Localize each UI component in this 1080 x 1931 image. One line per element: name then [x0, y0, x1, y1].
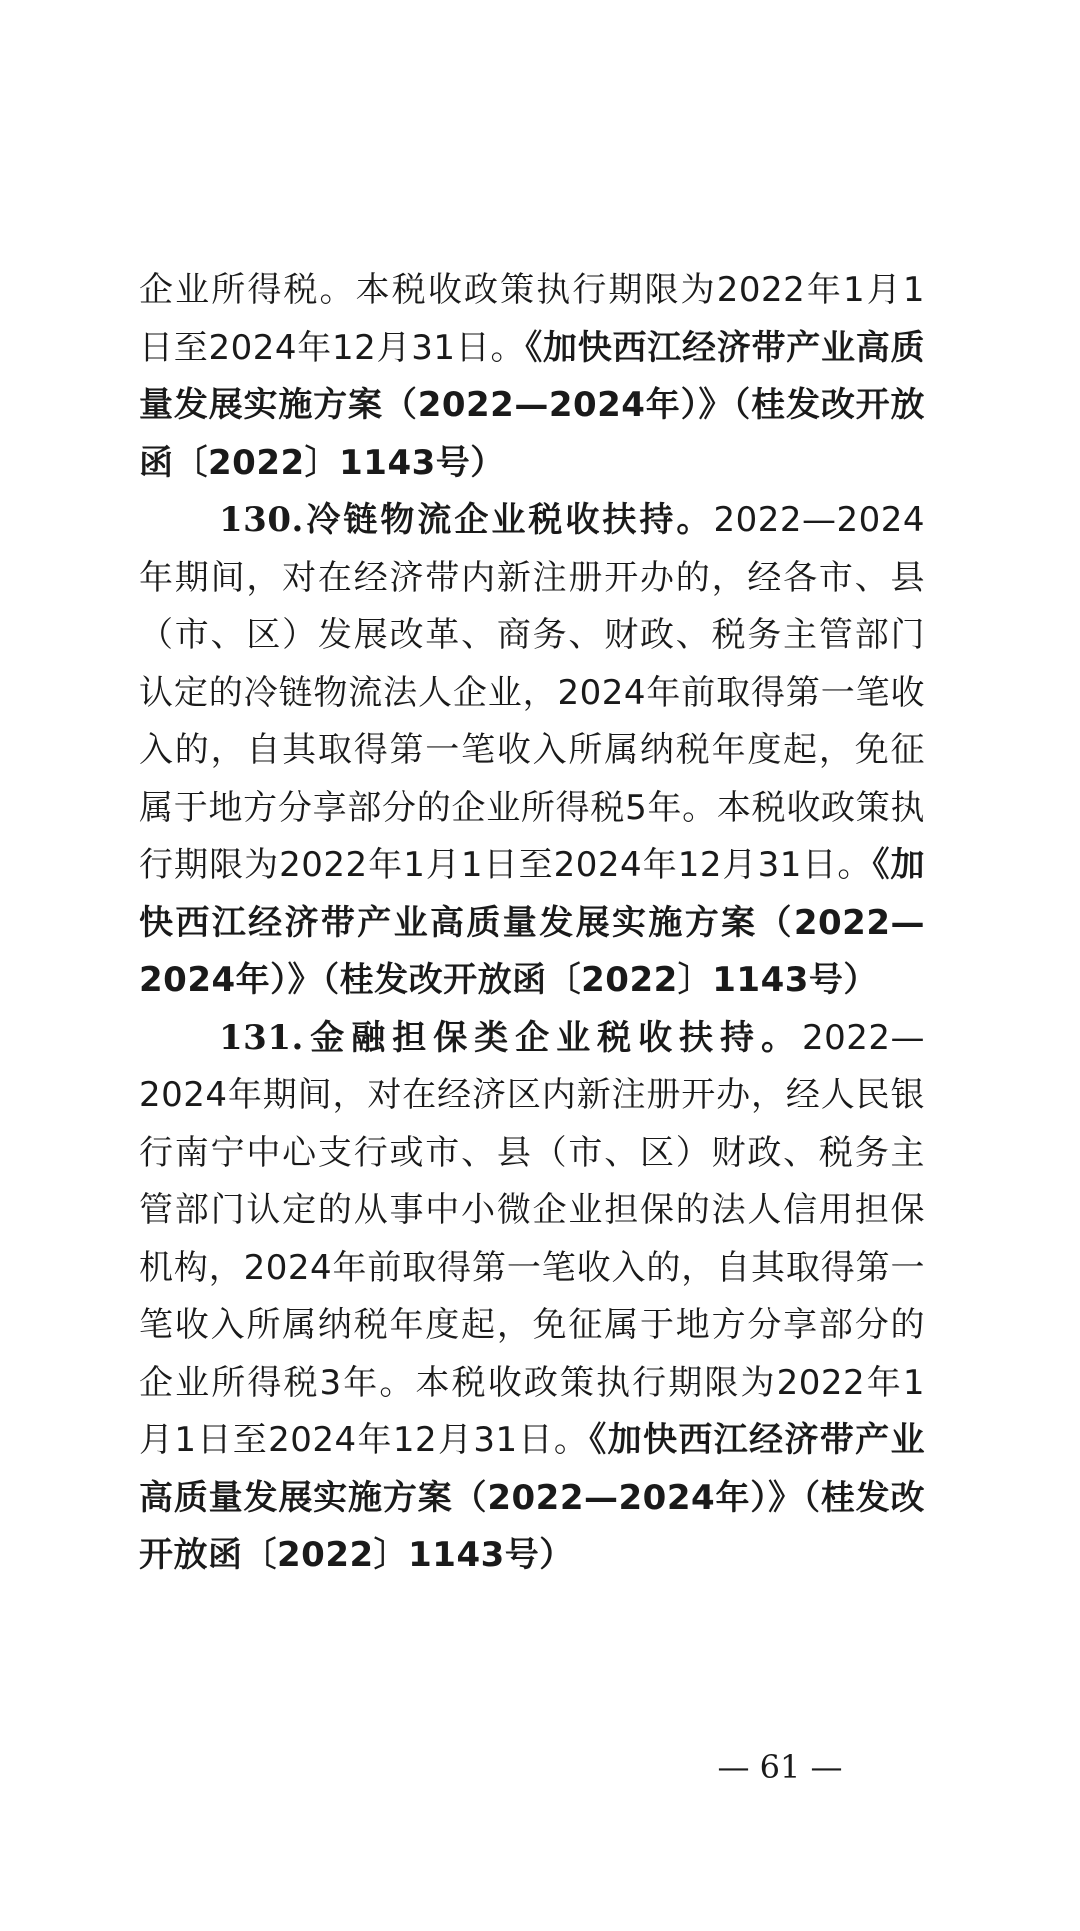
- paragraph-text: 2022—2024年期间，对在经济带内新注册开办的，经各市、县（市、区）发展改革、商务、财政、税务主管部门认定的冷链物流法人企业，2024年前取得第一笔收入的，自其取得第一笔收入所属纳税年度起，免征属于地方分享部分的企业所得税5年。本税收政策执行期限为2022年1月1日至2024年12月31日。: [139, 500, 925, 885]
- page-number: — 61 —: [717, 1748, 843, 1786]
- paragraph-text: 企业所得税。本税收政策执行期限为2022年1月1日至2024年12月31日。: [139, 270, 925, 368]
- paragraph-text: 2022—2024年期间，对在经济区内新注册开办，经人民银行南宁中心支行或市、县（市、区）财政、税务主管部门认定的从事中小微企业担保的法人信用担保机构，2024年前取得第一笔收入的，自其取得第一笔收入所属纳税年度起，免征属于地方分享部分的企业所得税3年。本税收政策执行期限为2022年1月1日至2024年12月31日。: [139, 1017, 925, 1460]
- policy-citation: 《加快西江经济带产业高质量发展实施方案（2022—2024年）》（桂发改开放函〔2022〕1143号）: [139, 327, 925, 483]
- paragraph-130-cold-chain-logistics: [139, 492, 925, 1010]
- paragraph-131-financial-guarantee: [139, 1010, 925, 1585]
- policy-citation: 《加快西江经济带产业高质量发展实施方案（2022—2024年）》（桂发改开放函〔2022〕1143号）: [139, 845, 925, 1000]
- document-body: [139, 262, 925, 1585]
- section-heading: 131.金融担保类企业税收扶持。: [219, 1017, 802, 1058]
- paragraph-129-continuation: [139, 262, 925, 492]
- section-heading: 130.冷链物流企业税收扶持。: [219, 500, 714, 540]
- policy-citation: 《加快西江经济带产业高质量发展实施方案（2022—2024年）》（桂发改开放函〔2022〕1143号）: [139, 1420, 926, 1575]
